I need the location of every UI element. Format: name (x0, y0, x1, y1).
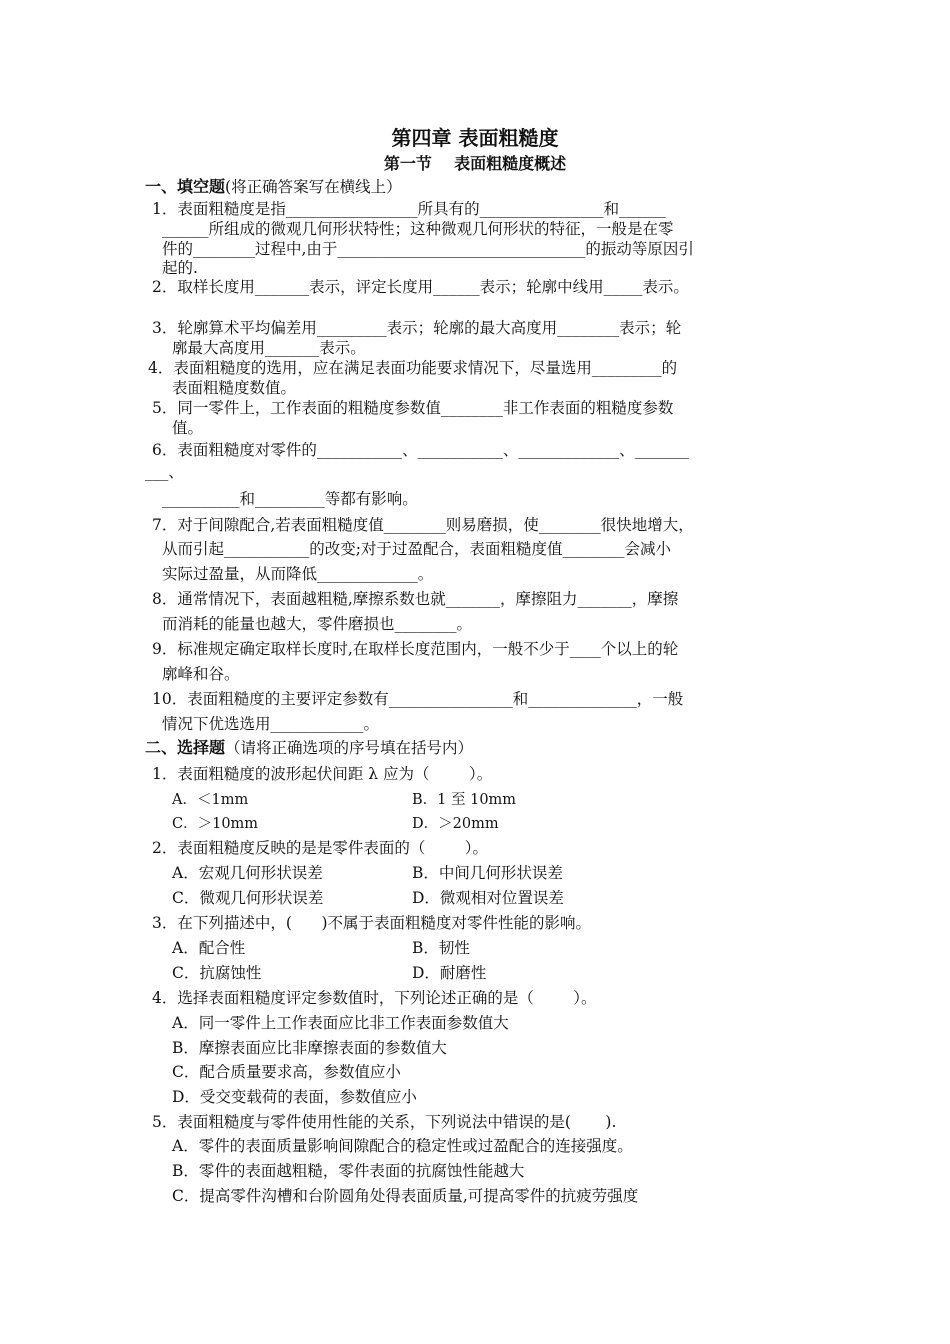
fill-q2-line1: 2．取样长度用_______表示，评定长度用______表示；轮廓中线用_____表示。 (152, 278, 689, 296)
fill-q1-line1: 1．表面粗糙度是指_________________所具有的________________和______ (152, 200, 666, 218)
choice-q3-option-d: D．耐磨性 (412, 964, 487, 982)
choice-q4-option-a: A．同一零件上工作表面应比非工作表面参数值大 (172, 1014, 509, 1032)
fill-q4-line2: 表面粗糙度数值。 (172, 379, 297, 397)
choice-q4-option-c: C．配合质量要求高，参数值应小 (172, 1063, 401, 1081)
section2-heading (145, 738, 473, 758)
choice-q1-option-a: A．＜1mm (172, 792, 249, 808)
choice-q1-option-c: C．＞10mm (172, 816, 259, 832)
fill-q3-line2: 廓最大高度用_______表示。 (172, 339, 366, 357)
fill-q1-line4: 起的. (162, 259, 198, 277)
choice-q1-option-d: D．＞20mm (412, 816, 499, 832)
fill-q6-line3: __________和_________等都有影响。 (162, 490, 418, 508)
choice-q2-stem: 2．表面粗糙度反映的是是零件表面的（ ）。 (152, 839, 489, 857)
choice-q3-stem: 3．在下列描述中，( )不属于表面粗糙度对零件性能的影响。 (152, 914, 592, 932)
choice-q1-stem: 1．表面粗糙度的波形起伏间距 λ 应为（ ）。 (152, 765, 493, 783)
choice-q4-option-d: D．受交变载荷的表面，参数值应小 (172, 1088, 417, 1106)
fill-q1-line3: 件的________过程中,由于________________________________的振动等原因引 (162, 240, 694, 258)
fill-q5-line1: 5．同一零件上，工作表面的粗糙度参数值________非工作表面的粗糙度参数 (152, 399, 674, 417)
choice-q2-option-c: C．微观几何形状误差 (172, 889, 324, 907)
fill-q9-line2: 廓峰和谷。 (162, 665, 240, 683)
choice-q3-option-a: A．配合性 (172, 939, 246, 957)
fill-q8-line1: 8．通常情况下，表面越粗糙,摩擦系数也就_______，摩擦阻力_______，摩擦 (152, 590, 679, 608)
fill-q1-line2: ______所组成的微观几何形状特性；这种微观几何形状的特征，一般是在零 (162, 220, 674, 238)
fill-q7-line2: 从而引起___________的改变;对于过盈配合，表面粗糙度值________会减小 (162, 540, 671, 558)
choice-q3-option-c: C．抗腐蚀性 (172, 964, 262, 982)
fill-q6-line1: 6．表面粗糙度对零件的___________、___________、_____________、_______ (152, 441, 689, 459)
fill-q3-line1: 3．轮廓算术平均偏差用_________表示；轮廓的最大高度用________表示；轮 (152, 319, 682, 337)
fill-q10-line1: 10．表面粗糙度的主要评定参数有________________和______________，一般 (152, 690, 684, 708)
choice-q5-option-a: A．零件的表面质量影响间隙配合的稳定性或过盈配合的连接强度。 (172, 1137, 633, 1155)
chapter-title: 第四章 表面粗糙度 (391, 126, 559, 150)
choice-q3-option-b: B．韧性 (412, 939, 470, 957)
fill-q7-line3: 实际过盈量，从而降低_____________。 (162, 565, 434, 583)
choice-q4-option-b: B．摩擦表面应比非摩擦表面的参数值大 (172, 1039, 447, 1057)
choice-q5-option-b: B．零件的表面越粗糙，零件表面的抗腐蚀性能越大 (172, 1162, 525, 1180)
fill-q4-line1: 4．表面粗糙度的选用，应在满足表面功能要求情况下，尽量选用_________的 (148, 359, 678, 377)
fill-q7-line1: 7．对于间隙配合,若表面粗糙度值________则易磨损，使________很快地增大， (152, 516, 694, 534)
choice-q4-stem: 4．选择表面粗糙度评定参数值时，下列论述正确的是（ ）。 (152, 989, 597, 1007)
fill-q10-line2: 情况下优选选用____________。 (162, 715, 380, 733)
section2-heading-note: （请将正确选项的序号填在括号内） (225, 739, 474, 757)
choice-q1-option-b: B．1 至 10mm (412, 792, 517, 808)
section1-heading (145, 177, 402, 197)
fill-q8-line2: 而消耗的能量也越大，零件磨损也________。 (162, 615, 473, 633)
section2-heading-label: 二、选择题 (145, 738, 226, 757)
choice-q2-option-a: A．宏观几何形状误差 (172, 864, 323, 882)
choice-q2-option-b: B．中间几何形状误差 (412, 864, 563, 882)
choice-q5-stem: 5．表面粗糙度与零件使用性能的关系，下列说法中错误的是( ). (152, 1113, 617, 1131)
section1-heading-note: (将正确答案写在横线上） (225, 178, 402, 196)
section1-heading-label: 一、填空题 (145, 177, 226, 196)
fill-q6-line2: ___、 (145, 463, 184, 481)
fill-q9-line1: 9．标准规定确定取样长度时,在取样长度范围内，一般不少于____个以上的轮 (152, 640, 679, 658)
fill-q5-line2: 值。 (172, 419, 204, 437)
section-title: 第一节 表面粗糙度概述 (383, 154, 567, 173)
choice-q2-option-d: D．微观相对位置误差 (412, 889, 564, 907)
choice-q5-option-c: C．提高零件沟槽和台阶圆角处得表面质量,可提高零件的抗疲劳强度 (172, 1187, 639, 1205)
